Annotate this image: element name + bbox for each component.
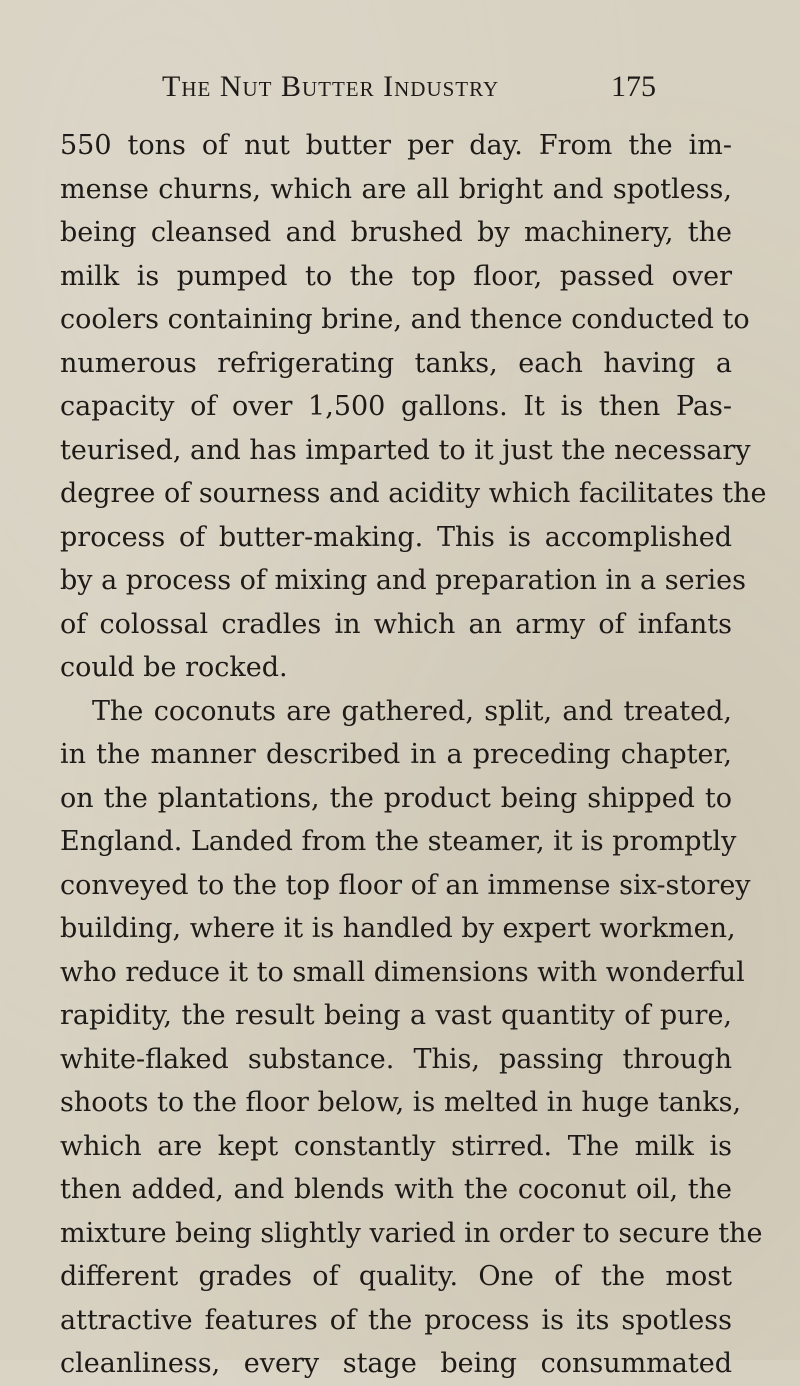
text-line: then added, and blends with the coconut oil, the bbox=[60, 1174, 732, 1205]
text-line: who reduce it to small dimensions with wonderful bbox=[60, 956, 745, 988]
text-line: mense churns, which are all bright and spotless, bbox=[60, 173, 732, 205]
text-line: rapidity, the result being a vast quantity of pure, bbox=[60, 1000, 732, 1031]
page-number: 175 bbox=[611, 70, 656, 103]
text-line: process of butter-making. This is accomplished bbox=[60, 521, 732, 553]
text-line: in the manner described in a preceding chapter, bbox=[60, 739, 732, 770]
text-line: teurised, and has imparted to it just the necessary bbox=[60, 434, 751, 466]
text-line: numerous refrigerating tanks, each having a bbox=[60, 347, 732, 379]
text-line: coolers containing brine, and thence conducted to bbox=[60, 304, 750, 335]
text-line: conveyed to the top floor of an immense six-storey bbox=[60, 869, 751, 901]
text-line: attractive features of the process is its spotless bbox=[60, 1304, 732, 1336]
text-line: of colossal cradles in which an army of infants bbox=[60, 608, 732, 640]
text-line: shoots to the floor below, is melted in huge tanks, bbox=[60, 1087, 742, 1118]
text-line: England. Landed from the steamer, it is promptly bbox=[60, 826, 737, 857]
text-line: mixture being slightly varied in order to secure the bbox=[60, 1217, 763, 1249]
text-line: being cleansed and brushed by machinery, the bbox=[60, 217, 732, 248]
text-line: cleanliness, every stage being consummated bbox=[60, 1348, 732, 1379]
text-line: on the plantations, the product being shipped to bbox=[60, 782, 732, 814]
text-line-paragraph-end: could be rocked. bbox=[60, 652, 288, 683]
text-line: 550 tons of nut butter per day. From the im- bbox=[60, 130, 732, 161]
text-line: degree of sourness and acidity which facilitates the bbox=[60, 478, 767, 509]
running-title: The Nut Butter Industry bbox=[162, 70, 500, 103]
text-line: different grades of quality. One of the most bbox=[60, 1261, 732, 1292]
text-line: by a process of mixing and preparation in a series bbox=[60, 565, 746, 596]
text-line: building, where it is handled by expert workmen, bbox=[60, 913, 736, 944]
text-line-paragraph-start: The coconuts are gathered, split, and treated, bbox=[92, 695, 732, 727]
text-line: capacity of over 1,500 gallons. It is then Pas- bbox=[60, 391, 732, 422]
text-line: milk is pumped to the top floor, passed over bbox=[60, 260, 732, 292]
running-head bbox=[150, 70, 656, 110]
text-line: white-flaked substance. This, passing through bbox=[60, 1043, 732, 1075]
text-line: which are kept constantly stirred. The milk is bbox=[60, 1130, 732, 1162]
body-text bbox=[60, 124, 767, 1386]
